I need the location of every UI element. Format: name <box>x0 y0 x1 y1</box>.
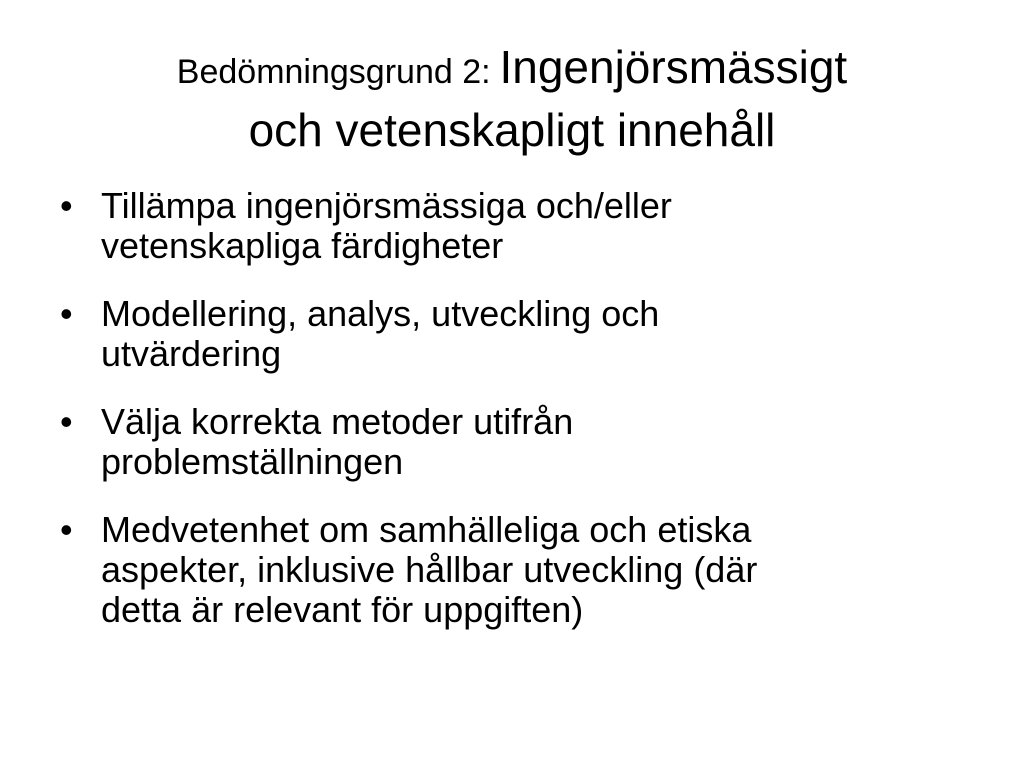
bullet-text-line: vetenskapliga färdigheter <box>101 225 504 266</box>
bullet-item <box>58 510 958 630</box>
bullet-icon: • <box>60 185 73 226</box>
bullet-text-line: utvärdering <box>101 333 282 374</box>
bullet-item <box>58 186 958 266</box>
title-prefix: Bedömningsgrund 2: <box>176 53 491 91</box>
title-main-line2: och vetenskapligt innehåll <box>248 104 776 156</box>
bullet-text-line: problemställningen <box>101 441 404 482</box>
bullet-icon: • <box>60 293 73 334</box>
slide-title <box>40 38 984 164</box>
bullet-icon: • <box>60 401 73 442</box>
bullet-text-line: detta är relevant för uppgiften) <box>101 589 584 630</box>
bullet-text-line: aspekter, inklusive hållbar utveckling (där <box>101 549 758 590</box>
bullet-list <box>58 186 958 658</box>
bullet-text-line: Tillämpa ingenjörsmässiga och/eller <box>101 185 672 226</box>
bullet-item <box>58 402 958 482</box>
title-main-line1: Ingenjörsmässigt <box>499 41 848 93</box>
bullet-item <box>58 294 958 374</box>
bullet-text-line: Modellering, analys, utveckling och <box>101 293 660 334</box>
bullet-text-line: Medvetenhet om samhälleliga och etiska <box>101 509 752 550</box>
bullet-text-line: Välja korrekta metoder utifrån <box>101 401 574 442</box>
bullet-icon: • <box>60 509 73 550</box>
